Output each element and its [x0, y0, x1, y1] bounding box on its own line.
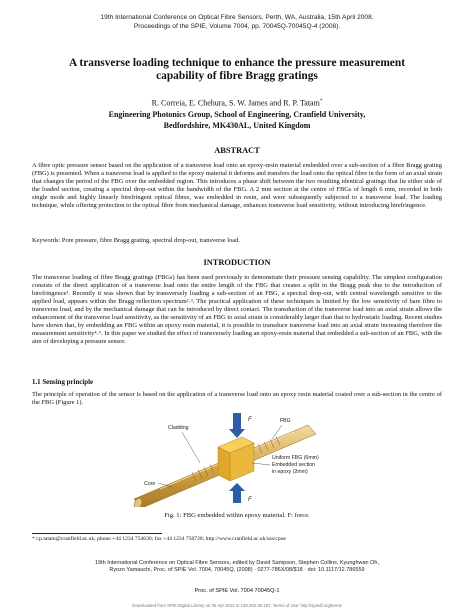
cladding-label: Cladding [168, 425, 189, 431]
abstract-heading: ABSTRACT [214, 146, 260, 155]
introduction-heading: INTRODUCTION [203, 258, 271, 267]
title-line-1: A transverse loading technique to enhance the pressure measurement [68, 57, 405, 69]
footnote-rule [32, 533, 162, 534]
epoxy-label-line-2: Embedded section [272, 462, 315, 468]
title-line-2: capability of fibre Bragg gratings [156, 70, 318, 82]
force-label-bottom: F [248, 497, 252, 503]
abstract-text: A fibre optic pressure sensor based on the application of a transverse load onto an epoxy-resin material embedded over a sub-section of a fibre Bragg grating (FBG) is presented. When a transverse load is applied to the epoxy material it deforms and transfers the load onto the optical fibre in the form of an axial strain that changes the period of the FBG over the embedded region. This introduces a phase shift between the two resulting identical gratings that lie either side of the loaded section, creating a spectral drop-out within the bandwidth of the FBG. A 2 mm section at the centre of FBGs of length 6 mm, recorded in both single mode and highly linearly birefringent optical fibres, was embedded in resin, and were subsequently subjected to a transverse load. The loading technique, while offering protection to the optical fibre from mechanical damage, enhances transverse load sensitivity, without introducing birefringence. [32, 162, 442, 209]
affiliation-line-1: Engineering Photonics Group, School of Engineering, Cranfield University, [108, 109, 366, 119]
conference-citation-line-2: Ryozo Yamauchi, Proc. of SPIE Vol. 7004, 70045Q, (2008) · 0277-786X/08/$18 · doi: 10.1117/12.786559 [109, 566, 365, 573]
page-footer: Proc. of SPIE Vol. 7004 70045Q-1 [194, 588, 280, 594]
epoxy-block [218, 437, 254, 481]
fbg-label: FBG [280, 418, 291, 424]
author-names [30, 96, 444, 109]
introduction-text: The transverse loading of fibre Bragg gratings (FBGs) has been used previously to demonstrate their pressure sensing capability. The simplest configuration consists of the direct application of a transverse load onto the entire length of the FBG that creates a split in the Bragg peak due to the introduction of birefringence¹. Recently it was shown that by transversely loading a sub-section of an FBG, a spectral drop-out, with central wavelength sensitive to the applied load, appears within the Bragg reflection spectrum²˒³. The practical application of these techniques is limited by the low sensitivity of bare fibre to transverse load, and by the mechanical damage that can be introduced by direct contact. The transduction of the transverse load into an axial strain allows the enhancement of the transverse load sensitivity, as the sensitivity of an FBG to axial strain is considerably larger than that to hydrostatic loading. Recent studies have shown that, by embedding an FBG within an epoxy resin material, it is possible to transduce transverse load into an axial strain increasing therefore the measurement sensitivity⁴˒⁵. In this paper we studied the effect of transversely loading an epoxy-resin material that embedded a sub-section of an FBG, with the aim of developing a pressure sensor. [32, 274, 442, 345]
keywords: Keywords: Pore pressure, fibre Bragg grating, spectral drop-out, transverse load. [32, 237, 240, 244]
figure-1-fbg-epoxy [130, 405, 342, 507]
sensing-principle-text: The principle of operation of the sensor is based on the application of a transverse load onto an epoxy resin material coated over a sub-section in the centre of the FBG (Figure 1). [32, 391, 442, 406]
conference-citation [60, 560, 414, 573]
author-star: * [319, 99, 323, 104]
conference-citation-line-1: 19th International Conference on Optical Fibre Sensors, edited by David Sampson, Stephen Collins, Kyunghwan Oh, [94, 560, 380, 566]
download-note: Downloaded from SPIE Digital Library on 05 Apr 2012 to 138.250.95.197. Terms of Use: http://spiedl.org/terms [132, 603, 342, 608]
core-label: Core [144, 481, 156, 487]
affiliation-line-2: Bedfordshire, MK430AL, United Kingdom [163, 120, 311, 130]
corresponding-author-footnote: * r.p.tatam@cranfield.ac.uk; phone +44 1234 754630; fax +44 1234 750728; http://www.cranfield.ac.uk/sas/cpoe [32, 536, 286, 542]
epoxy-label-line-1: Uniform FBG (6mm) [272, 455, 319, 461]
author-names-text: R. Correia, E. Chehura, S. W. James and R. P. Tatam [151, 98, 320, 108]
author-block [30, 96, 444, 131]
conference-header-line-2: Proceedings of the SPIE, Volume 7004, pp. 70045Q-70045Q-4 (2008). [133, 23, 341, 30]
epoxy-label-line-3: in epoxy (2mm) [272, 469, 308, 475]
figure-1-caption: Fig. 1: FBG embedded within epoxy material. F: force. [164, 512, 310, 519]
conference-header-line-1: 19th International Conference on Optical Fibre Sensors, Perth, WA, Australia, 15th April 2008. [100, 14, 374, 21]
force-label-top: F [248, 417, 252, 423]
sensing-principle-heading: 1.1 Sensing principle [32, 379, 94, 386]
paper-title [30, 57, 444, 83]
